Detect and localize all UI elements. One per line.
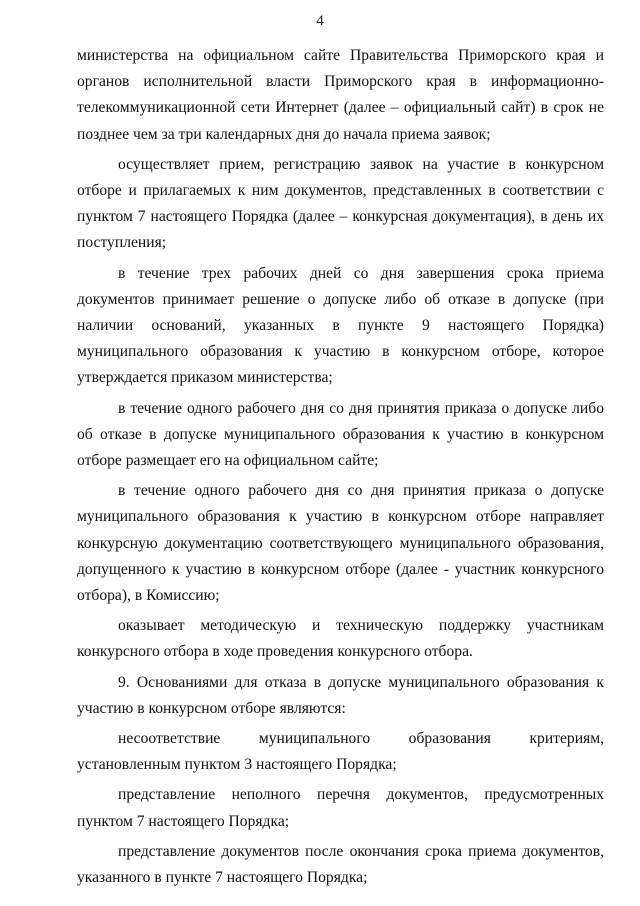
- paragraph-official-site: министерства на официальном сайте Правительства Приморского края и органов исполнительной власти Приморского края в информационно-телекоммуникационной сети Интернет (далее – официальный сайт) в срок не позднее чем за три календарных дня до начала приема заявок;: [77, 47, 604, 143]
- paragraph-publish-order: в течение одного рабочего дня со дня принятия приказа о допуске либо об отказе в допуске муниципального образования к участию в конкурсном отборе размещает его на официальном сайте;: [77, 399, 604, 470]
- paragraph-accept-applications: осуществляет прием, регистрацию заявок на участие в конкурсном отборе и прилагаемых к ним документов, представленных в соответствии с пунктом 7 настоящего Порядка (далее – конкурсная документация), в день их поступления;: [77, 155, 604, 252]
- paragraph-send-to-commission: в течение одного рабочего дня со дня принятия приказа о допуске муниципального образования к участию в конкурсном отборе направляет конкурсную документацию соответствующего муниципального образования, допущенного к участию в конкурсном отборе (далее - участник конкурсного отбора), в Комиссию;: [77, 482, 604, 605]
- paragraph-criteria-mismatch: несоответствие муниципального образования критериям, установленным пунктом 3 настоящего Порядка;: [77, 730, 604, 774]
- paragraph-late-documents: представление документов после окончания срока приема документов, указанного в пункте 7 настоящего Порядка;: [77, 842, 604, 887]
- page-number: 4: [316, 13, 324, 29]
- paragraph-methodical-support: оказывает методическую и техническую поддержку участникам конкурсного отбора в ходе проведения конкурсного отбора.: [77, 617, 604, 661]
- paragraph-incomplete-documents: представление неполного перечня документов, предусмотренных пунктом 7 настоящего Порядка;: [77, 786, 604, 830]
- document-body: [77, 43, 604, 895]
- paragraph-admission-decision: в течение трех рабочих дней со дня завершения срока приема документов принимает решение о допуске либо об отказе в допуске (при наличии оснований, указанных в пункте 9 настоящего Порядка) муниципального образования к участию в конкурсном отборе, которое утверждается приказом министерства;: [77, 264, 604, 387]
- paragraph-refusal-grounds: 9. Основаниями для отказа в допуске муниципального образования к участию в конкурсном отборе являются:: [77, 673, 604, 717]
